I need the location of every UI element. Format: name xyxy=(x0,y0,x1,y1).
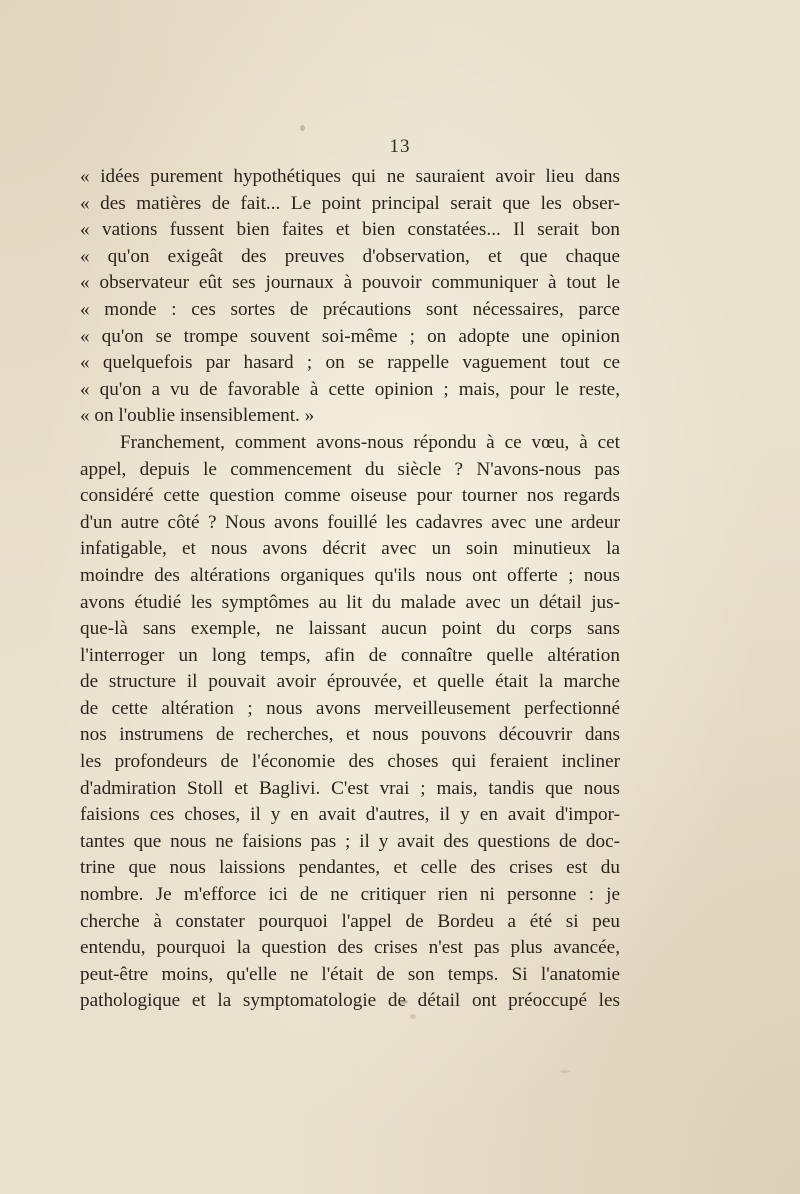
text-line: « quelquefois par hasard ; on se rappelle vaguement tout ce xyxy=(80,352,620,374)
text-line: « qu'on se trompe souvent soi-même ; on adopte une opinion xyxy=(80,325,620,347)
paper-stain xyxy=(560,1070,570,1073)
text-line: l'interroger un long temps, afin de connaître quelle altération xyxy=(80,644,620,666)
paper-stain xyxy=(410,1014,416,1019)
text-line: nos instrumens de recherches, et nous pouvons découvrir dans xyxy=(80,724,620,746)
text-line: infatigable, et nous avons décrit avec un soin minutieux la xyxy=(80,538,620,560)
text-line: pathologique et la symptomatologie de détail ont préoccupé les xyxy=(80,990,620,1012)
text-line: les profondeurs de l'économie des choses qui feraient incliner xyxy=(80,751,620,773)
text-line: Franchement, comment avons-nous répondu à ce vœu, à cet xyxy=(120,431,620,453)
text-line: appel, depuis le commencement du siècle ? N'avons-nous pas xyxy=(80,458,620,480)
text-line: « des matières de fait... Le point principal serait que les obser- xyxy=(80,192,620,214)
text-line: peut-être moins, qu'elle ne l'était de son temps. Si l'anatomie xyxy=(80,963,620,985)
text-line: « qu'on exigeât des preuves d'observation, et que chaque xyxy=(80,245,620,267)
text-line: « idées purement hypothétiques qui ne sauraient avoir lieu dans xyxy=(80,166,620,187)
text-line: tantes que nous ne faisions pas ; il y avait des questions de doc- xyxy=(80,830,620,852)
paper-stain xyxy=(400,1000,408,1004)
text-line: avons étudié les symptômes au lit du malade avec un détail jus- xyxy=(80,591,620,613)
text-line: « monde : ces sortes de précautions sont nécessaires, parce xyxy=(80,298,620,320)
paper-stain xyxy=(300,125,305,131)
text-line: de cette altération ; nous avons merveilleusement perfectionné xyxy=(80,697,620,719)
page-number: 13 xyxy=(389,136,411,157)
text-line: « observateur eût ses journaux à pouvoir communiquer à tout le xyxy=(80,272,620,294)
body-text xyxy=(80,164,620,1015)
text-line: faisions ces choses, il y en avait d'autres, il y en avait d'impor- xyxy=(80,804,620,826)
text-line: de structure il pouvait avoir éprouvée, et quelle était la marche xyxy=(80,671,620,693)
text-line: que-là sans exemple, ne laissant aucun point du corps sans xyxy=(80,618,620,640)
text-line: entendu, pourquoi la question des crises n'est pas plus avancée, xyxy=(80,937,620,959)
text-line: nombre. Je m'efforce ici de ne critiquer rien ni personne : je xyxy=(80,884,620,906)
text-line: « on l'oublie insensiblement. » xyxy=(80,405,315,427)
text-line: « qu'on a vu de favorable à cette opinion ; mais, pour le reste, xyxy=(80,378,620,400)
text-line: moindre des altérations organiques qu'ils nous ont offerte ; nous xyxy=(80,564,620,586)
text-line: d'admiration Stoll et Baglivi. C'est vrai ; mais, tandis que nous xyxy=(80,777,620,799)
text-line: « vations fussent bien faites et bien constatées... Il serait bon xyxy=(80,219,620,241)
text-line: considéré cette question comme oiseuse pour tourner nos regards xyxy=(80,485,620,507)
text-line: trine que nous laissions pendantes, et celle des crises est du xyxy=(80,857,620,879)
text-line: d'un autre côté ? Nous avons fouillé les cadavres avec une ardeur xyxy=(80,511,620,533)
text-line: cherche à constater pourquoi l'appel de Bordeu a été si peu xyxy=(80,910,620,932)
